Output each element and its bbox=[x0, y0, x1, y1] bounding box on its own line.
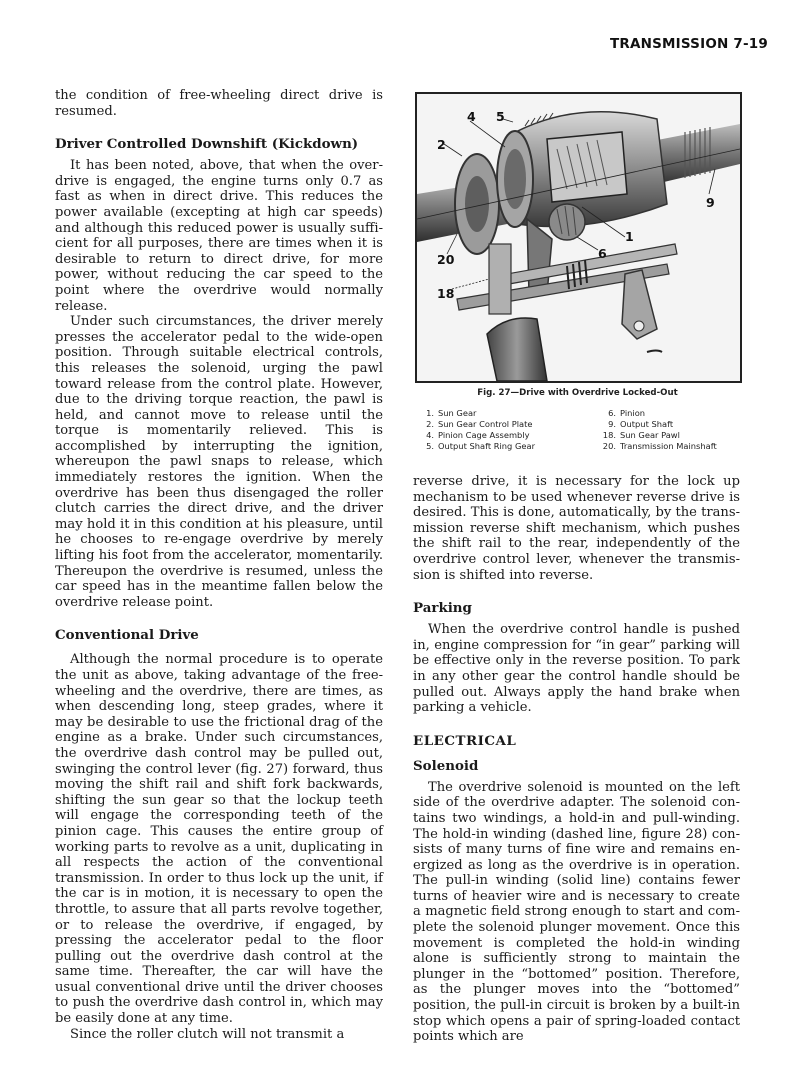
callout-5: 5 bbox=[496, 109, 505, 124]
callout-4: 4 bbox=[467, 109, 476, 124]
heading-parking: Parking bbox=[413, 600, 472, 617]
legend-item: 18. Sun Gear Pawl bbox=[602, 430, 680, 440]
heading-kickdown: Driver Controlled Downshift (Kickdown) bbox=[55, 136, 359, 153]
right-column bbox=[413, 474, 740, 1045]
left-column bbox=[55, 88, 383, 1042]
conventional-paragraph-2: Since the roller clutch will not transmit a bbox=[70, 1026, 345, 1042]
heading-solenoid: Solenoid bbox=[413, 757, 479, 774]
legend-item: 9. Output Shaft bbox=[608, 419, 674, 429]
running-head: TRANSMISSION 7-19 bbox=[609, 36, 768, 52]
legend-item: 6. Pinion bbox=[608, 408, 646, 418]
continued-paragraph: the condition of free-wheeling direct drive is resumed. bbox=[55, 88, 383, 119]
heading-conventional-drive: Conventional Drive bbox=[55, 627, 199, 644]
kickdown-paragraph-2: Under such circumstances, the driver merely presses the accelerator pedal to the wide-open position. Through suitable electrical controls, this releases the solenoid, urging the pawl toward release from the control plate. However, due to the driving torque reaction, the pawl is held, and cannot move to release until the torque is momentarily relieved. This is accomplished by interrupting the ignition, whereupon the pawl snaps to release, which immediately restores the ignition. When the overdrive has been thus disengaged the roller clutch carries the direct drive, and the driver may hold it in this condition at his pleasure, until he chooses to re-engage overdrive by merely lifting his foot from the accelerator, momentarily. Thereupon the overdrive is resumed, unless the car speed has in the meantime fallen below the overdrive release point. bbox=[55, 314, 383, 610]
callout-18: 18 bbox=[437, 286, 455, 301]
figure-caption: Fig. 27—Drive with Overdrive Locked-Out bbox=[477, 388, 678, 398]
heading-electrical: ELECTRICAL bbox=[413, 732, 517, 749]
continued-paragraph-right: reverse drive, it is necessary for the lock up mechanism to be used whenever reverse drive is desired. This is done, automatically, by the transmission reverse shift mechanism, which pushes the shift rail to the rear, independently of the overdrive control lever, whenever the transmission is shifted into reverse. bbox=[413, 474, 740, 583]
overdrive-drawing bbox=[417, 94, 740, 381]
solenoid-paragraph: The overdrive solenoid is mounted on the left side of the overdrive adapter. The solenoid contains two windings, a hold-in and pull-winding. The hold-in winding (dashed line, figure 28) consists of many turns of fine wire and remains energized as long as the overdrive is in operation. The pull-in winding (solid line) contains fewer turns of heavier wire and is necessary to create a magnetic field strong enough to start and complete the solenoid plunger movement. Once this movement is completed the hold-in winding alone is sufficiently strong to maintain the plunger in the “bottomed” position. Therefore, as the plunger moves into the “bottomed” position, the pull-in circuit is broken by a built-in stop which opens a pair of spring-loaded contact points which are bbox=[413, 779, 740, 1045]
callout-9: 9 bbox=[706, 195, 715, 210]
legend-item: 5. Output Shaft Ring Gear bbox=[426, 441, 535, 451]
figure-27-illustration bbox=[415, 92, 742, 383]
parking-paragraph: When the overdrive control handle is pushed in, engine compression for “in gear” parking will be effective only in the reverse position. To park in any other gear the control handle should be pulled out. Always apply the hand brake when parking a vehicle. bbox=[413, 622, 740, 716]
legend-item: 20. Transmission Mainshaft bbox=[602, 441, 717, 451]
figure-legend bbox=[420, 408, 740, 452]
legend-item: 1. Sun Gear bbox=[426, 408, 477, 418]
callout-2: 2 bbox=[437, 137, 446, 152]
kickdown-paragraph-1: It has been noted, above, that when the overdrive is engaged, the engine turns only 0.7 as fast as when in direct drive. This reduces the power available (excepting at high car speeds) and although this reduced power is usually sufficient for all purposes, there are times when it is desirable to return to direct drive, for more power, without reducing the car speed to the point where the overdrive would normally release. bbox=[55, 158, 383, 314]
callout-1: 1 bbox=[625, 229, 634, 244]
legend-item: 4. Pinion Cage Assembly bbox=[426, 430, 530, 440]
callout-20: 20 bbox=[437, 252, 455, 267]
conventional-paragraph-1: Although the normal procedure is to operate the unit as above, taking advantage of the freewheeling and the overdrive, there are times, as when descending long, steep grades, where it may be desirable to use the frictional drag of the engine as a brake. Under such circumstances, the overdrive dash control may be pulled out, swinging the control lever (fig. 27) forward, thus moving the shift rail and shift fork backwards, shifting the sun gear so that the lockup teeth will engage the corresponding teeth of the pinion cage. This causes the entire group of working parts to revolve as a unit, duplicating in all respects the action of the conventional transmission. In order to thus lock up the unit, if the car is in motion, it is necessary to open the throttle, to assure that all parts revolve together, or to release the overdrive, if engaged, by pressing the accelerator pedal to the floor pulling out the overdrive dash control at the same time. Thereafter, the car will have the usual conventional drive until the driver chooses to push the overdrive dash control in, which may be easily done at any time. bbox=[55, 652, 383, 1027]
legend-item: 2. Sun Gear Control Plate bbox=[426, 419, 533, 429]
callout-6: 6 bbox=[598, 246, 607, 261]
